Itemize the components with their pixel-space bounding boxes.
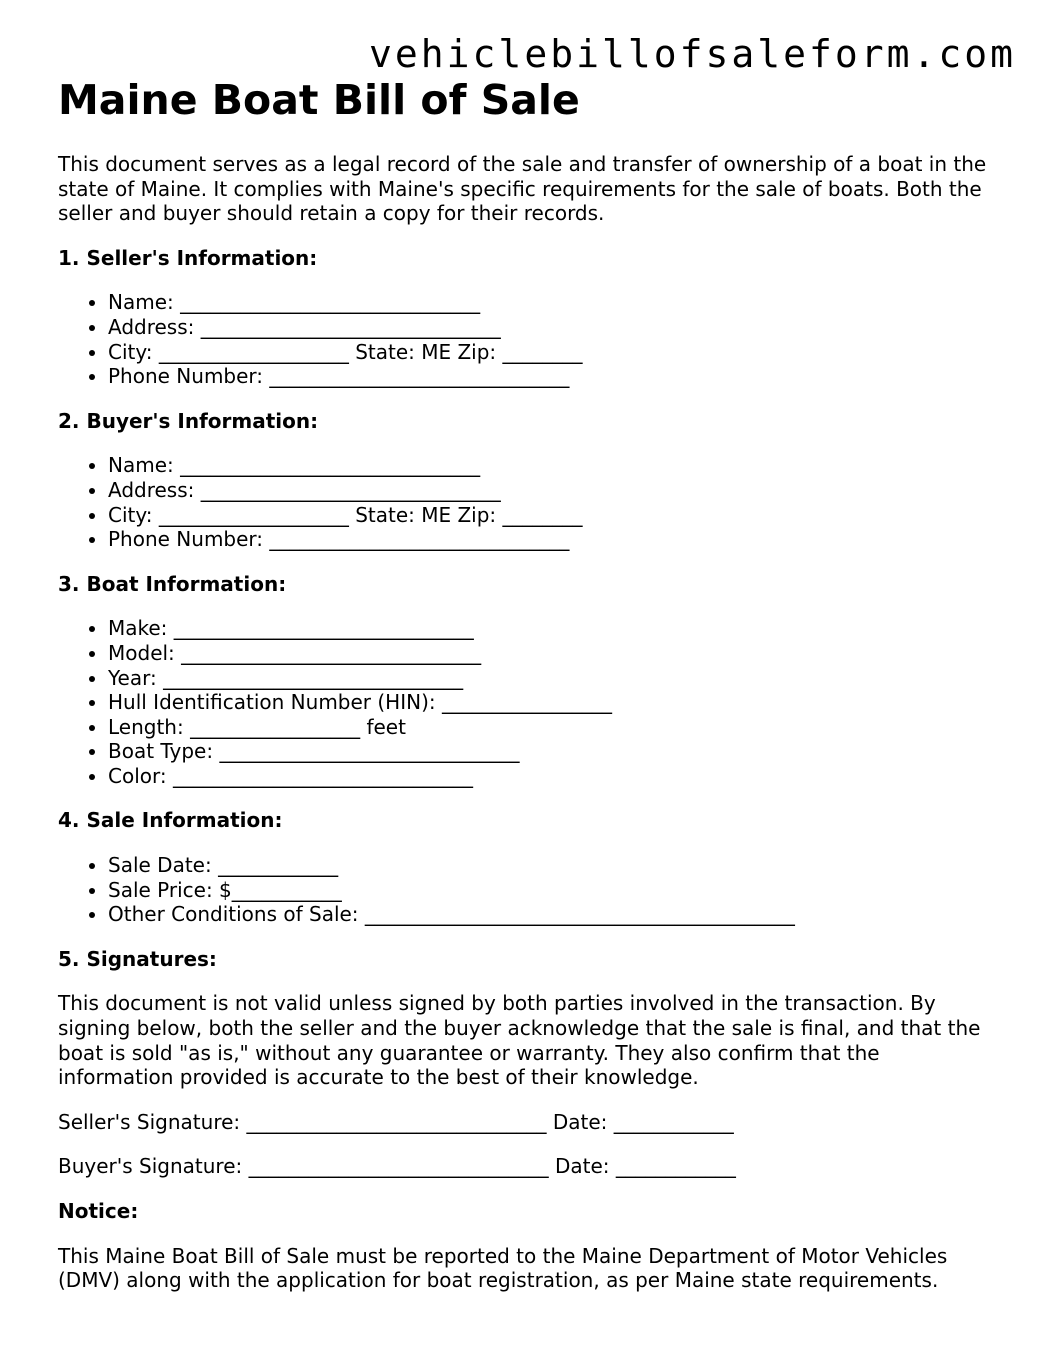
buyer-signature-line: Buyer's Signature: ______________________________ Date: ____________ <box>58 1154 736 1179</box>
sale-conditions-field: • Other Conditions of Sale: ___________________________________________ <box>108 902 998 927</box>
signatures-section-heading: 5. Signatures: <box>58 946 217 971</box>
boat-section-heading: 3. Boat Information: <box>58 571 287 596</box>
intro-paragraph: This document serves as a legal record of the sale and transfer of ownership of a boat in the state of Maine. It complies with Maine's specific requirements for the sale of boats. Both the seller and buyer should retain a copy for their records. <box>58 152 987 226</box>
buyer-phone-field: • Phone Number: ______________________________ <box>108 527 998 552</box>
boat-make-field: • Make: ______________________________ <box>108 616 998 641</box>
seller-phone-field: • Phone Number: ______________________________ <box>108 364 998 389</box>
buyer-section-heading: 2. Buyer's Information: <box>58 408 319 433</box>
buyer-name-field: • Name: ______________________________ <box>108 453 998 478</box>
boat-year-field: • Year: ______________________________ <box>108 666 998 691</box>
seller-section-heading: 1. Seller's Information: <box>58 245 318 270</box>
signatures-paragraph: This document is not valid unless signed by both parties involved in the transaction. By signing below, both the seller and the buyer acknowledge that the sale is final, and that the boat is sold "as is," without any guarantee or warranty. They also confirm that the information provided is accurate to the best of their knowledge. <box>58 991 981 1090</box>
sale-date-field: • Sale Date: ____________ <box>108 853 998 878</box>
sale-section-heading: 4. Sale Information: <box>58 808 283 833</box>
sale-info-list <box>58 853 998 927</box>
buyer-info-list <box>58 453 998 551</box>
buyer-city-state-zip-field: • City: ___________________ State: ME Zip: ________ <box>108 503 998 528</box>
buyer-address-field: • Address: ______________________________ <box>108 478 998 503</box>
boat-color-field: • Color: ______________________________ <box>108 764 998 789</box>
boat-hin-field: • Hull Identification Number (HIN): _________________ <box>108 690 998 715</box>
seller-info-list <box>58 290 998 388</box>
document-body <box>58 76 998 1293</box>
boat-length-field: • Length: _________________ feet <box>108 715 998 740</box>
boat-type-field: • Boat Type: ______________________________ <box>108 739 998 764</box>
seller-city-state-zip-field: • City: ___________________ State: ME Zip: ________ <box>108 340 998 365</box>
seller-name-field: • Name: ______________________________ <box>108 290 998 315</box>
site-watermark: vehiclebillofsaleform.com <box>369 32 1016 76</box>
notice-heading: Notice: <box>58 1199 139 1223</box>
notice-paragraph: This Maine Boat Bill of Sale must be reported to the Maine Department of Motor Vehicles (DMV) along with the application for boat registration, as per Maine state requirements. <box>58 1243 948 1293</box>
boat-model-field: • Model: ______________________________ <box>108 641 998 666</box>
seller-address-field: • Address: ______________________________ <box>108 315 998 340</box>
document-title: Maine Boat Bill of Sale <box>58 76 580 124</box>
sale-price-field: • Sale Price: $___________ <box>108 878 998 903</box>
boat-info-list <box>58 616 998 788</box>
seller-signature-line: Seller's Signature: ______________________________ Date: ____________ <box>58 1109 734 1134</box>
